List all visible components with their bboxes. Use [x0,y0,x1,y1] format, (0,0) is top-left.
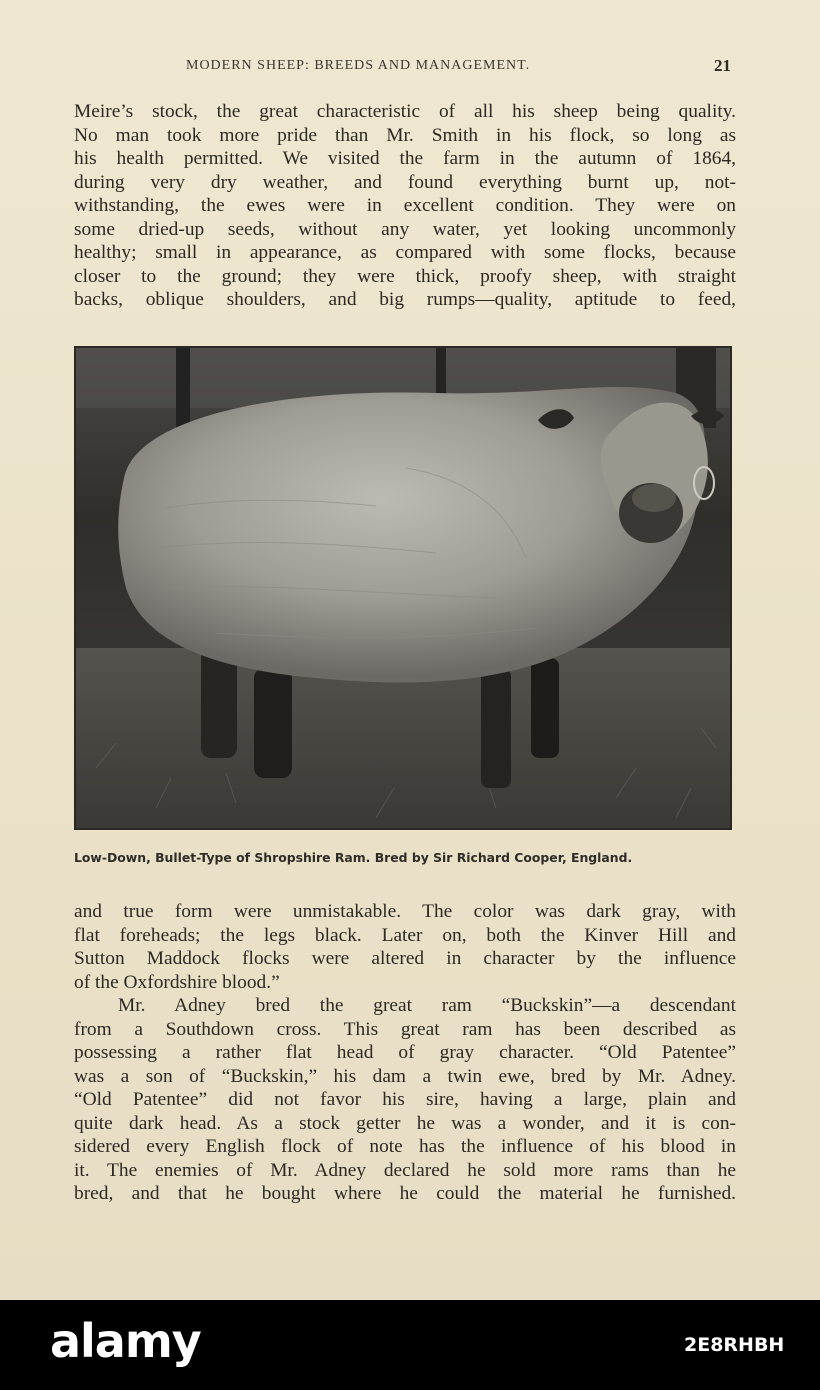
page-number: 21 [714,56,731,75]
figure-caption: Low-Down, Bullet-Type of Shropshire Ram. Bred by Sir Richard Cooper, England. [74,850,633,865]
running-title: MODERN SHEEP: BREEDS AND MANAGEMENT. [186,58,531,73]
stock-logo: alamy [50,1314,201,1368]
running-head [0,58,820,80]
text-line: during very dry weather, and found everything burnt up, not- [74,171,736,193]
text-line: was a son of “Buckskin,” his dam a twin ewe, bred by Mr. Adney. [74,1065,736,1087]
ram-photograph [74,346,732,830]
text-line: withstanding, the ewes were in excellent condition. They were on [74,195,736,216]
text-line: Sutton Maddock flocks were altered in character by the influence [74,948,736,969]
text-line: flat foreheads; the legs black. Later on, both the Kinver Hill and [74,924,736,946]
text-line: from a Southdown cross. This great ram has been described as [74,1018,736,1040]
text-line: his health permitted. We visited the farm in the autumn of 1864, [74,148,736,169]
text-line: quite dark head. As a stock getter he was a wonder, and it is con- [74,1112,736,1134]
text-line: “Old Patentee” did not favor his sire, having a large, plain and [74,1089,736,1110]
sheep-illustration [76,348,730,828]
text-line: backs, oblique shoulders, and big rumps—quality, aptitude to feed, [74,289,736,310]
text-line: No man took more pride than Mr. Smith in his flock, so long as [74,124,736,146]
text-line: some dried-up seeds, without any water, yet looking uncommonly [74,218,736,240]
text-line: of the Oxfordshire blood.” [74,971,280,993]
text-line: it. The enemies of Mr. Adney declared he sold more rams than he [74,1159,736,1181]
text-line: sidered every English flock of note has the influence of his blood in [74,1136,736,1157]
image-code: 2E8RHBH [684,1334,785,1356]
paragraph-top [74,100,736,312]
text-line: and true form were unmistakable. The color was dark gray, with [74,901,736,922]
text-line: Mr. Adney bred the great ram “Buckskin”—a descendant [118,995,736,1016]
paragraph-bottom [74,900,736,1206]
text-line: healthy; small in appearance, as compared with some flocks, because [74,242,736,263]
stock-banner [0,1300,820,1390]
text-line: bred, and that he bought where he could the material he furnished. [74,1183,736,1204]
text-line: possessing a rather flat head of gray character. “Old Patentee” [74,1042,736,1063]
text-line: closer to the ground; they were thick, proofy sheep, with straight [74,265,736,287]
text-line: Meire’s stock, the great characteristic of all his sheep being quality. [74,101,736,122]
